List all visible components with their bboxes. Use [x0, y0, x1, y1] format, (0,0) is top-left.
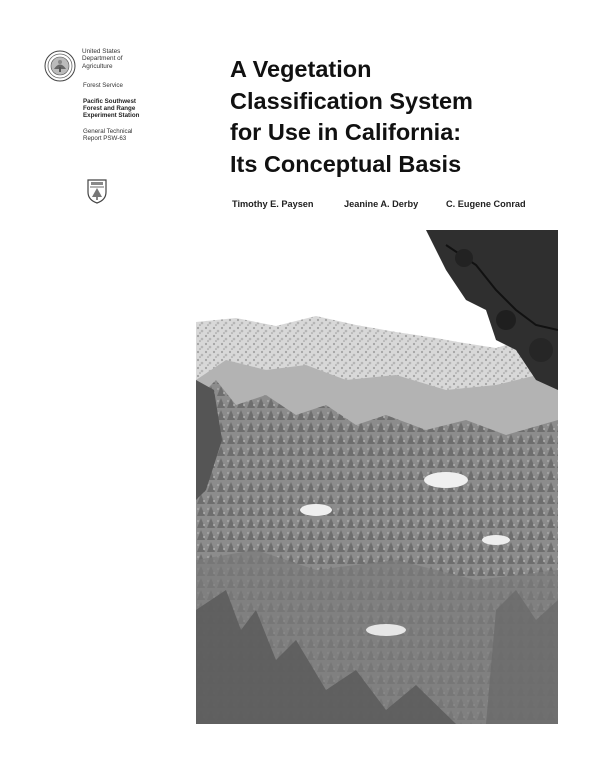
title-line-4: Its Conceptual Basis [230, 150, 462, 177]
agency-sidebar [44, 48, 174, 143]
document-title [230, 54, 570, 180]
author-3: C. Eugene Conrad [446, 199, 526, 209]
title-line-3: for Use in California: [230, 119, 462, 145]
forest-mountain-photo [196, 230, 558, 724]
agency-line-1: United States [82, 48, 121, 55]
agency-name [82, 48, 123, 70]
usda-seal-icon [44, 50, 76, 82]
title-line-2: Classification System [230, 87, 473, 114]
forest-service-shield-icon [86, 178, 108, 204]
report-line-1: General Technical [83, 128, 133, 135]
authors-line [232, 199, 562, 209]
station-line-1: Pacific Southwest [83, 98, 136, 105]
station-line-2: Forest and Range [83, 105, 136, 113]
report-line-2: Report PSW-63 [83, 135, 127, 143]
forest-service-label: Forest Service [83, 82, 123, 89]
author-1: Timothy E. Paysen [232, 199, 314, 209]
author-2: Jeanine A. Derby [344, 199, 419, 209]
station-line-3: Experiment Station [83, 112, 140, 120]
station-name [83, 98, 139, 120]
agency-row [44, 48, 174, 82]
agency-line-3: Agriculture [82, 62, 113, 70]
agency-line-2: Department of [82, 55, 123, 63]
title-line-1: A Vegetation [230, 56, 372, 82]
report-number [83, 128, 132, 142]
